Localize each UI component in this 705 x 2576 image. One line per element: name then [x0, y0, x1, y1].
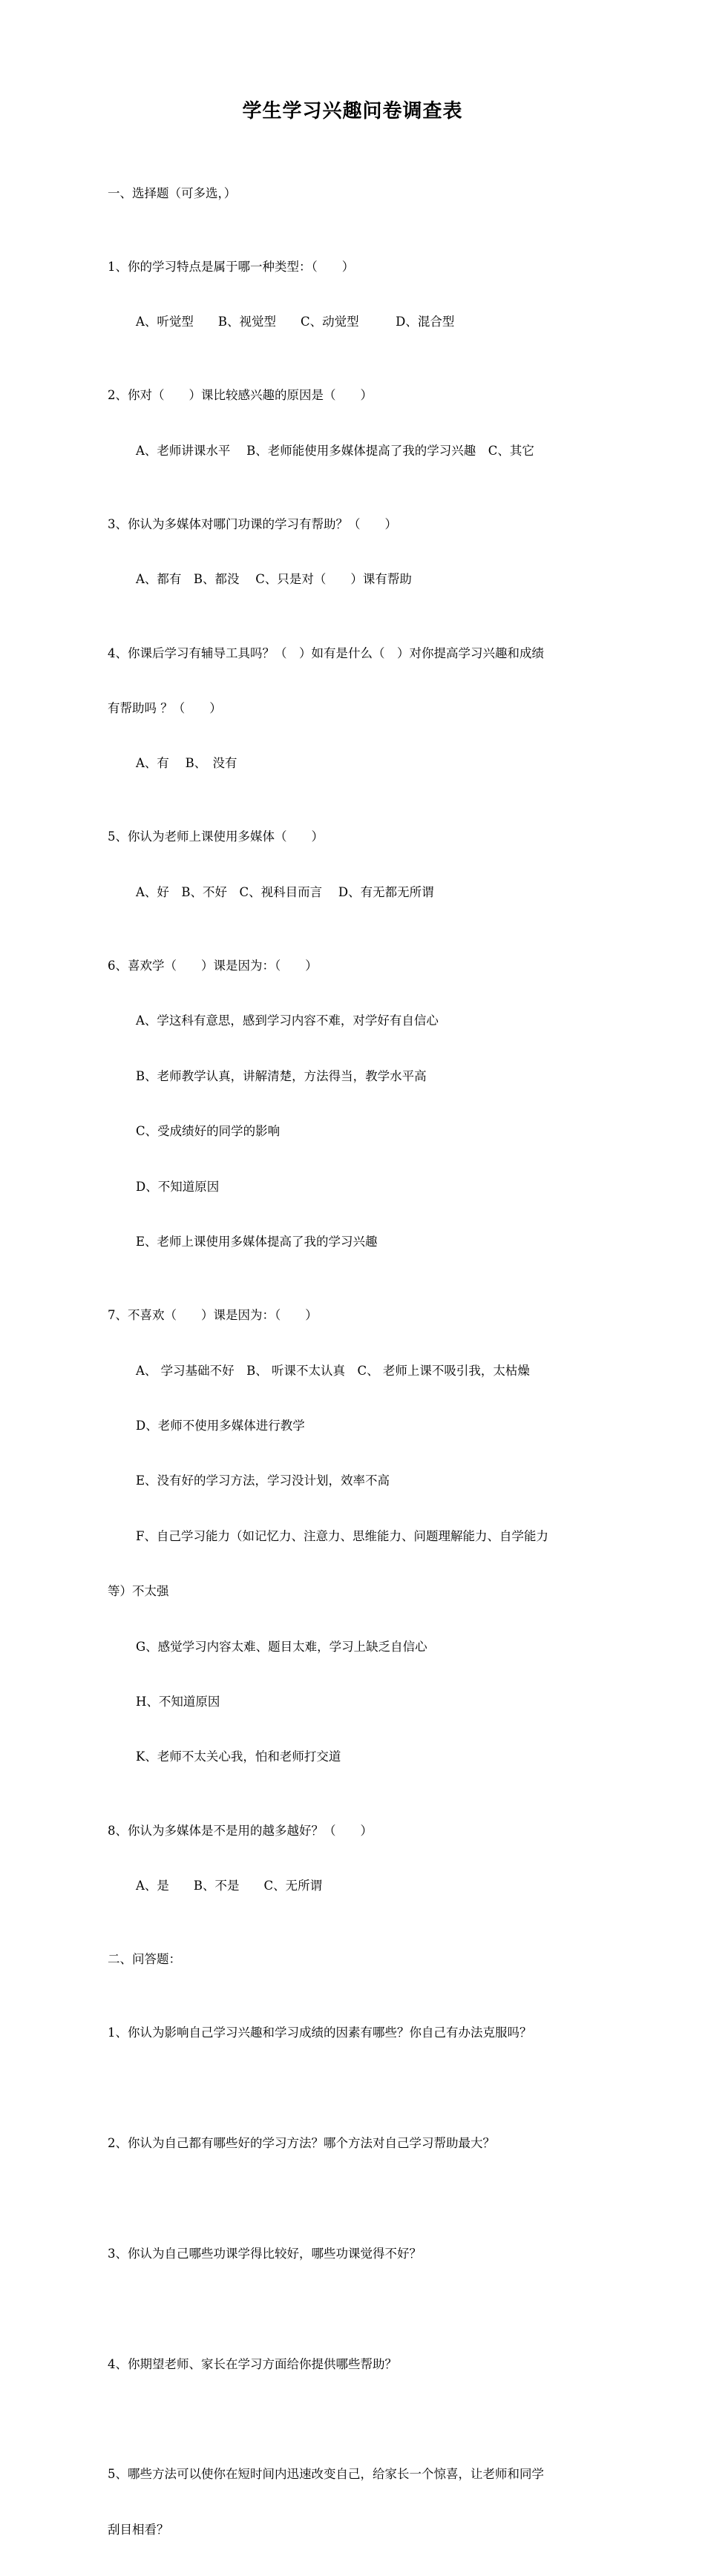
question-7-option-k: K、老师不太关心我，怕和老师打交道 [136, 1749, 341, 1764]
question-1-options: A、听觉型 B、视觉型 C、动觉型 D、混合型 [136, 315, 455, 329]
open-question-5-continued: 刮目相看？ [108, 2522, 169, 2537]
question-2-options: A、老师讲课水平 B、老师能使用多媒体提高了我的学习兴趣 C、其它 [136, 443, 534, 458]
question-6: 6、喜欢学（ ）课是因为：（ ） [108, 959, 318, 973]
question-4: 4、你课后学习有辅导工具吗？（ ）如有是什么（ ）对你提高学习兴趣和成绩 [108, 645, 544, 660]
questionnaire-body [108, 148, 605, 2576]
question-6-option-e: E、老师上课使用多媒体提高了我的学习兴趣 [136, 1235, 378, 1249]
question-7-option-h: H、不知道原因 [136, 1694, 220, 1709]
page-title: 学生学习兴趣问卷调查表 [242, 100, 463, 122]
question-3-options: A、都有 B、都没 C、只是对（ ）课有帮助 [136, 572, 412, 587]
question-6-option-b: B、老师教学认真，讲解清楚，方法得当，教学水平高 [136, 1068, 427, 1083]
open-question-4: 4、你期望老师、家长在学习方面给你提供哪些帮助？ [108, 2356, 397, 2371]
question-5: 5、你认为老师上课使用多媒体（ ） [108, 829, 324, 844]
question-6-option-a: A、学这科有意思，感到学习内容不难，对学好有自信心 [136, 1013, 439, 1028]
section-heading-choice: 一、选择题（可多选，） [108, 185, 237, 200]
answer-space [108, 2080, 605, 2098]
question-5-options: A、好 B、不好 C、视科目而言 D、有无都无所谓 [136, 884, 434, 899]
question-3: 3、你认为多媒体对哪门功课的学习有帮助？（ ） [108, 516, 397, 531]
question-1: 1、你的学习特点是属于哪一种类型：（ ） [108, 259, 355, 274]
question-4-continued: 有帮助吗 ？（ ） [108, 700, 222, 715]
open-question-2: 2、你认为自己都有哪些好的学习方法？哪个方法对自己学习帮助最大？ [108, 2136, 495, 2151]
question-7-option-g: G、感觉学习内容太难、题目太难，学习上缺乏自信心 [136, 1639, 427, 1654]
question-8: 8、你认为多媒体是不是用的越多越好？（ ） [108, 1823, 373, 1838]
open-question-3: 3、你认为自己哪些功课学得比较好，哪些功课觉得不好？ [108, 2246, 422, 2261]
section-heading-open: 二、问答题： [108, 1952, 181, 1967]
question-7-option-e: E、没有好的学习方法，学习没计划，效率不高 [136, 1473, 390, 1488]
question-2: 2、你对（ ）课比较感兴趣的原因是（ ） [108, 388, 373, 403]
question-8-options: A、是 B、不是 C、无所谓 [136, 1878, 323, 1893]
open-question-5: 5、哪些方法可以使你在短时间内迅速改变自己，给家长一个惊喜，让老师和同学 [108, 2467, 544, 2482]
open-question-1: 1、你认为影响自己学习兴趣和学习成绩的因素有哪些？你自己有办法克服吗？ [108, 2025, 532, 2040]
question-4-options: A、有 B、 没有 [136, 756, 237, 771]
question-7: 7、不喜欢（ ）课是因为：（ ） [108, 1308, 318, 1323]
question-7-option-f: F、自己学习能力（如记忆力、注意力、思维能力、问题理解能力、自学能力 [136, 1528, 548, 1543]
question-7-option-f-continued: 等）不太强 [108, 1584, 169, 1599]
question-7-options-abc: A、 学习基础不好 B、 听课不太认真 C、 老师上课不吸引我，太枯燥 [136, 1363, 530, 1378]
question-7-option-d: D、老师不使用多媒体进行教学 [136, 1418, 305, 1433]
question-6-option-c: C、受成绩好的同学的影响 [136, 1124, 281, 1139]
answer-space [108, 2189, 605, 2208]
answer-space [108, 2300, 605, 2319]
question-6-option-d: D、不知道原因 [136, 1179, 220, 1194]
answer-space [108, 2411, 605, 2429]
